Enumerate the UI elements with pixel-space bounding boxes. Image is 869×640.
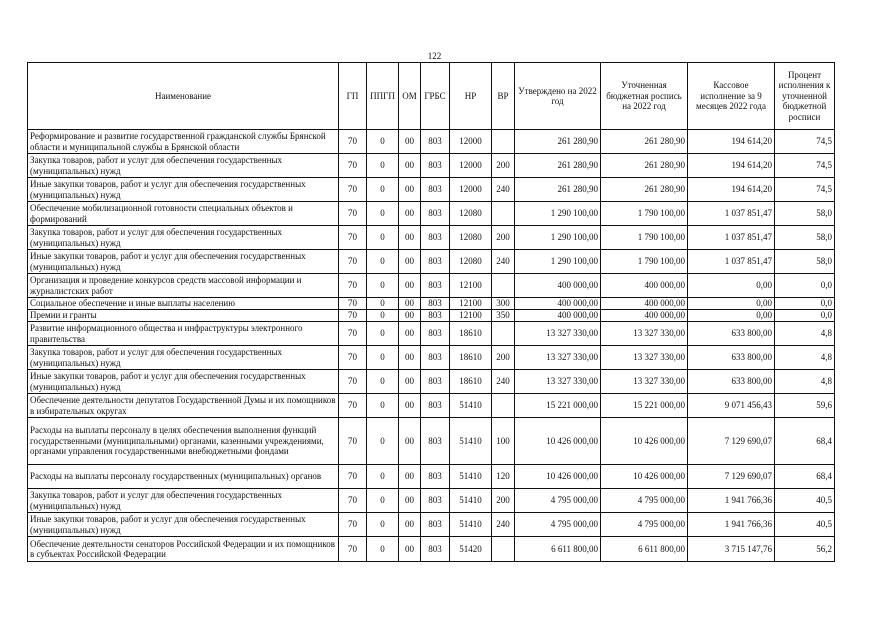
cell-gp: 70 [339,346,367,370]
table-row [28,298,835,310]
cell-name: Социальное обеспечение и иные выплаты населению [28,298,339,310]
cell-name: Иные закупки товаров, работ и услуг для обеспечения государственных (муниципальных) нужд [28,178,339,202]
table-row [28,465,835,489]
header-cash: Кассовое исполнение за 9 месяцев 2022 года [688,63,775,130]
cell-om: 00 [399,274,421,298]
cell-refined: 261 280,90 [601,130,688,154]
cell-om: 00 [399,537,421,562]
cell-ppgp: 0 [367,274,399,298]
cell-vr [492,537,515,562]
header-row [28,63,835,130]
cell-percent: 4,8 [775,370,835,394]
cell-cash: 633 800,00 [688,322,775,346]
table-row [28,274,835,298]
cell-refined: 10 426 000,00 [601,418,688,465]
cell-gp: 70 [339,537,367,562]
cell-cash: 0,00 [688,298,775,310]
cell-nr: 12000 [450,154,492,178]
cell-vr: 350 [492,310,515,322]
cell-om: 00 [399,370,421,394]
cell-grbs: 803 [421,154,450,178]
cell-approved: 400 000,00 [515,310,601,322]
header-gp: ГП [339,63,367,130]
cell-vr: 240 [492,513,515,537]
table-row [28,346,835,370]
cell-cash: 633 800,00 [688,370,775,394]
cell-grbs: 803 [421,250,450,274]
cell-percent: 4,8 [775,322,835,346]
cell-nr: 18610 [450,322,492,346]
cell-vr: 200 [492,226,515,250]
cell-om: 00 [399,322,421,346]
cell-cash: 7 129 690,07 [688,465,775,489]
cell-grbs: 803 [421,370,450,394]
cell-cash: 1 037 851,47 [688,250,775,274]
cell-om: 00 [399,298,421,310]
table-row [28,322,835,346]
table-row [28,130,835,154]
cell-approved: 400 000,00 [515,298,601,310]
cell-refined: 6 611 800,00 [601,537,688,562]
header-refined: Уточненная бюджетная роспись на 2022 год [601,63,688,130]
cell-grbs: 803 [421,346,450,370]
cell-ppgp: 0 [367,250,399,274]
cell-nr: 12100 [450,274,492,298]
cell-vr: 200 [492,346,515,370]
table-row [28,202,835,226]
table-row [28,250,835,274]
cell-approved: 13 327 330,00 [515,370,601,394]
cell-om: 00 [399,465,421,489]
cell-grbs: 803 [421,489,450,513]
cell-name: Премии и гранты [28,310,339,322]
header-nr: НР [450,63,492,130]
header-percent: Процент исполнения к уточненной бюджетной росписи [775,63,835,130]
cell-vr: 240 [492,178,515,202]
cell-vr [492,130,515,154]
cell-ppgp: 0 [367,489,399,513]
cell-percent: 74,5 [775,178,835,202]
cell-cash: 1 037 851,47 [688,202,775,226]
cell-gp: 70 [339,178,367,202]
cell-grbs: 803 [421,465,450,489]
cell-ppgp: 0 [367,346,399,370]
cell-nr: 51410 [450,513,492,537]
cell-ppgp: 0 [367,178,399,202]
cell-gp: 70 [339,154,367,178]
cell-percent: 68,4 [775,465,835,489]
table-row [28,310,835,322]
cell-name: Обеспечение мобилизационной готовности специальных объектов и формирований [28,202,339,226]
cell-nr: 12000 [450,130,492,154]
cell-nr: 18610 [450,346,492,370]
budget-table [27,62,835,562]
cell-om: 00 [399,418,421,465]
cell-gp: 70 [339,513,367,537]
cell-gp: 70 [339,418,367,465]
cell-ppgp: 0 [367,322,399,346]
cell-cash: 3 715 147,76 [688,537,775,562]
cell-refined: 400 000,00 [601,310,688,322]
cell-grbs: 803 [421,310,450,322]
cell-ppgp: 0 [367,202,399,226]
cell-cash: 194 614,20 [688,178,775,202]
cell-gp: 70 [339,465,367,489]
cell-grbs: 803 [421,274,450,298]
cell-approved: 13 327 330,00 [515,322,601,346]
table-row [28,178,835,202]
table-row [28,226,835,250]
cell-name: Обеспечение деятельности сенаторов Российской Федерации и их помощников в субъектах Российской Федерации [28,537,339,562]
cell-ppgp: 0 [367,298,399,310]
header-ppgp: ППГП [367,63,399,130]
header-vr: ВР [492,63,515,130]
cell-percent: 59,6 [775,394,835,418]
cell-percent: 74,5 [775,154,835,178]
cell-name: Закупка товаров, работ и услуг для обеспечения государственных (муниципальных) нужд [28,226,339,250]
cell-grbs: 803 [421,130,450,154]
cell-refined: 261 280,90 [601,178,688,202]
table-row [28,154,835,178]
cell-gp: 70 [339,310,367,322]
cell-refined: 261 280,90 [601,154,688,178]
cell-percent: 40,5 [775,513,835,537]
cell-percent: 56,2 [775,537,835,562]
cell-cash: 1 941 766,36 [688,489,775,513]
cell-vr [492,394,515,418]
cell-approved: 10 426 000,00 [515,418,601,465]
cell-vr: 300 [492,298,515,310]
cell-percent: 0,0 [775,298,835,310]
cell-om: 00 [399,226,421,250]
table-row [28,394,835,418]
table-body [28,130,835,562]
cell-grbs: 803 [421,202,450,226]
cell-approved: 1 290 100,00 [515,250,601,274]
cell-cash: 0,00 [688,310,775,322]
cell-name: Организация и проведение конкурсов средств массовой информации и журналистских работ [28,274,339,298]
cell-gp: 70 [339,226,367,250]
cell-grbs: 803 [421,322,450,346]
cell-name: Закупка товаров, работ и услуг для обеспечения государственных (муниципальных) нужд [28,489,339,513]
header-grbs: ГРБС [421,63,450,130]
cell-grbs: 803 [421,418,450,465]
cell-cash: 1 941 766,36 [688,513,775,537]
page-number: 122 [427,51,442,61]
cell-om: 00 [399,394,421,418]
cell-refined: 13 327 330,00 [601,322,688,346]
cell-refined: 1 790 100,00 [601,250,688,274]
cell-gp: 70 [339,394,367,418]
cell-cash: 194 614,20 [688,154,775,178]
cell-om: 00 [399,130,421,154]
cell-vr: 100 [492,418,515,465]
cell-om: 00 [399,202,421,226]
cell-ppgp: 0 [367,154,399,178]
cell-percent: 58,0 [775,202,835,226]
cell-ppgp: 0 [367,226,399,250]
cell-name: Иные закупки товаров, работ и услуг для обеспечения государственных (муниципальных) нужд [28,370,339,394]
cell-approved: 15 221 000,00 [515,394,601,418]
cell-refined: 1 790 100,00 [601,202,688,226]
cell-ppgp: 0 [367,465,399,489]
cell-nr: 51410 [450,394,492,418]
cell-refined: 15 221 000,00 [601,394,688,418]
cell-cash: 7 129 690,07 [688,418,775,465]
cell-nr: 12080 [450,226,492,250]
cell-nr: 12000 [450,178,492,202]
cell-approved: 4 795 000,00 [515,489,601,513]
header-approved: Утверждено на 2022 год [515,63,601,130]
cell-vr [492,202,515,226]
cell-vr: 200 [492,489,515,513]
cell-ppgp: 0 [367,394,399,418]
cell-cash: 633 800,00 [688,346,775,370]
cell-approved: 4 795 000,00 [515,513,601,537]
cell-percent: 4,8 [775,346,835,370]
cell-approved: 13 327 330,00 [515,346,601,370]
cell-approved: 1 290 100,00 [515,202,601,226]
cell-gp: 70 [339,489,367,513]
cell-grbs: 803 [421,178,450,202]
cell-nr: 51410 [450,489,492,513]
cell-ppgp: 0 [367,130,399,154]
table-row [28,537,835,562]
cell-om: 00 [399,513,421,537]
cell-grbs: 803 [421,394,450,418]
cell-om: 00 [399,346,421,370]
cell-gp: 70 [339,130,367,154]
cell-nr: 51410 [450,418,492,465]
cell-name: Развитие информационного общества и инфраструктуры электронного правительства [28,322,339,346]
table-row [28,370,835,394]
cell-grbs: 803 [421,298,450,310]
cell-om: 00 [399,154,421,178]
cell-nr: 12080 [450,250,492,274]
cell-vr: 240 [492,370,515,394]
cell-ppgp: 0 [367,513,399,537]
cell-gp: 70 [339,274,367,298]
cell-refined: 1 790 100,00 [601,226,688,250]
cell-nr: 12100 [450,310,492,322]
cell-ppgp: 0 [367,310,399,322]
cell-gp: 70 [339,250,367,274]
cell-percent: 40,5 [775,489,835,513]
cell-gp: 70 [339,298,367,310]
cell-name: Закупка товаров, работ и услуг для обеспечения государственных (муниципальных) нужд [28,154,339,178]
cell-refined: 4 795 000,00 [601,489,688,513]
cell-name: Закупка товаров, работ и услуг для обеспечения государственных (муниципальных) нужд [28,346,339,370]
cell-refined: 4 795 000,00 [601,513,688,537]
cell-nr: 51420 [450,537,492,562]
cell-name: Расходы на выплаты персоналу государственных (муниципальных) органов [28,465,339,489]
cell-ppgp: 0 [367,537,399,562]
header-name: Наименование [28,63,339,130]
cell-vr [492,322,515,346]
header-om: ОМ [399,63,421,130]
cell-approved: 10 426 000,00 [515,465,601,489]
cell-approved: 6 611 800,00 [515,537,601,562]
cell-om: 00 [399,310,421,322]
cell-gp: 70 [339,322,367,346]
cell-vr: 120 [492,465,515,489]
cell-name: Расходы на выплаты персоналу в целях обеспечения выполнения функций государственными (муниципальными) органами, казенными учреждениями, органами управления государственными внебюджетными фондами [28,418,339,465]
cell-percent: 0,0 [775,274,835,298]
cell-approved: 261 280,90 [515,154,601,178]
cell-nr: 12080 [450,202,492,226]
cell-refined: 400 000,00 [601,298,688,310]
cell-name: Обеспечение деятельности депутатов Государственной Думы и их помощников в избирательных округах [28,394,339,418]
cell-name: Реформирование и развитие государственной гражданской службы Брянской области и муниципальной службы в Брянской области [28,130,339,154]
cell-vr: 240 [492,250,515,274]
cell-percent: 58,0 [775,250,835,274]
cell-refined: 10 426 000,00 [601,465,688,489]
cell-grbs: 803 [421,537,450,562]
cell-cash: 194 614,20 [688,130,775,154]
cell-gp: 70 [339,202,367,226]
cell-grbs: 803 [421,226,450,250]
cell-name: Иные закупки товаров, работ и услуг для обеспечения государственных (муниципальных) нужд [28,250,339,274]
cell-ppgp: 0 [367,418,399,465]
cell-om: 00 [399,250,421,274]
cell-nr: 51410 [450,465,492,489]
table-row [28,418,835,465]
cell-nr: 18610 [450,370,492,394]
cell-cash: 0,00 [688,274,775,298]
cell-om: 00 [399,489,421,513]
cell-percent: 68,4 [775,418,835,465]
cell-approved: 1 290 100,00 [515,226,601,250]
cell-vr [492,274,515,298]
table-row [28,489,835,513]
cell-nr: 12100 [450,298,492,310]
cell-name: Иные закупки товаров, работ и услуг для обеспечения государственных (муниципальных) нужд [28,513,339,537]
cell-om: 00 [399,178,421,202]
cell-refined: 13 327 330,00 [601,370,688,394]
table-row [28,513,835,537]
cell-cash: 1 037 851,47 [688,226,775,250]
cell-approved: 400 000,00 [515,274,601,298]
cell-percent: 58,0 [775,226,835,250]
cell-percent: 0,0 [775,310,835,322]
cell-approved: 261 280,90 [515,130,601,154]
cell-grbs: 803 [421,513,450,537]
cell-refined: 13 327 330,00 [601,346,688,370]
cell-approved: 261 280,90 [515,178,601,202]
cell-gp: 70 [339,370,367,394]
cell-vr: 200 [492,154,515,178]
cell-percent: 74,5 [775,130,835,154]
cell-ppgp: 0 [367,370,399,394]
cell-refined: 400 000,00 [601,274,688,298]
cell-cash: 9 071 456,43 [688,394,775,418]
